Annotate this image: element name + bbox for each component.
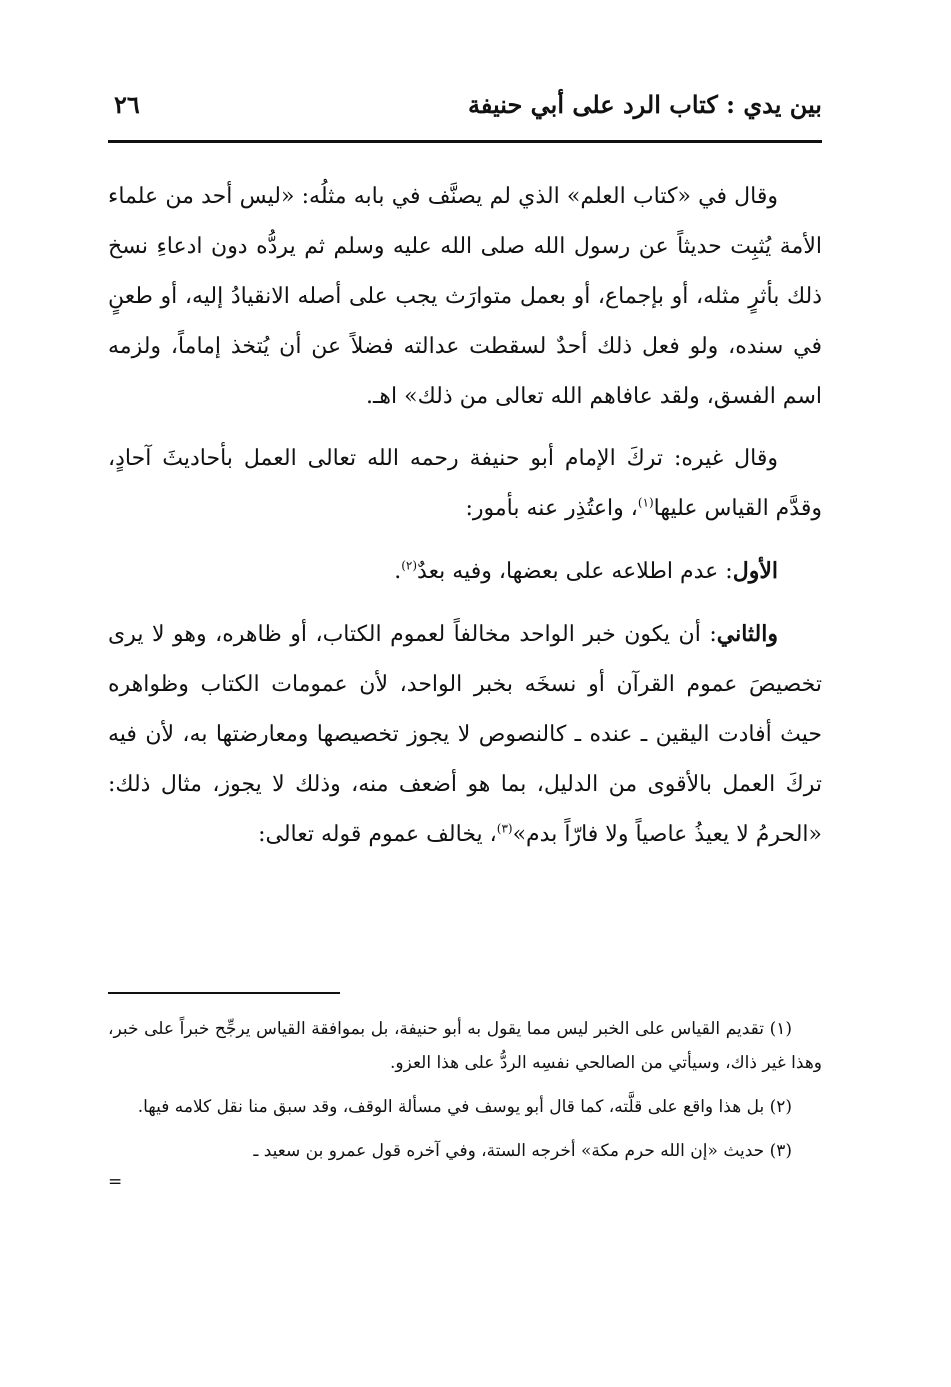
paragraph-4: [108, 609, 822, 860]
footnote-ref-1: (١): [637, 495, 654, 510]
paragraph-2: [108, 434, 822, 534]
main-text: [108, 172, 822, 872]
header-rule: [108, 140, 822, 143]
footnote-ref-3: (٣): [496, 821, 513, 836]
footnote-ref-2: (٢): [401, 558, 418, 573]
paragraph-2-text: وقال غيره: تركَ الإمام أبو حنيفة رحمه الله تعالى العمل بأحاديثَ آحادٍ، وقدَّم القياس عليها: [108, 446, 822, 521]
footnotes: [108, 1012, 822, 1192]
paragraph-2-tail: ، واعتُذِر عنه بأمور:: [465, 496, 638, 521]
paragraph-3-text: : عدم اطلاعه على بعضها، وفيه بعدٌ: [417, 559, 733, 584]
point-first-label: الأول: [732, 558, 778, 584]
footnote-2: (٢) بل هذا واقع على قلَّته، كما قال أبو يوسف في مسألة الوقف، وقد سبق منا نقل كلامه فيها.: [137, 1097, 792, 1117]
paragraph-4-text: : أن يكون خبر الواحد مخالفاً لعموم الكتاب، أو ظاهره، وهو لا يرى تخصيصَ عموم القرآن أو نسخَه بخبر الواحد، لأن عمومات الكتاب وظواهره حيث أفادت اليقين ـ عنده ـ كالنصوص لا يجوز تخصيصها ومعارضتها به، لأن فيه تركَ العمل بالأقوى من الدليل، بما هو أضعف منه، وذلك لا يجوز، مثال ذلك: «الحرمُ لا يعيذُ عاصياً ولا فارّاً بدم»: [108, 622, 822, 847]
footnote-3: (٣) حديث «إن الله حرم مكة» أخرجه الستة، وفي آخره قول عمرو بن سعيد ـ: [253, 1141, 792, 1161]
footnote-1: (١) تقديم القياس على الخبر ليس مما يقول به أبو حنيفة، بل بموافقة القياس يرجِّح خبراً على خبر، وهذا غير ذاك، وسيأتي من الصالحي نفسِه الردُّ على هذا العزو.: [108, 1019, 822, 1073]
running-title: بين يدي : كتاب الرد على أبي حنيفة: [467, 90, 822, 119]
footnote-continuation-mark: =: [108, 1172, 123, 1192]
paragraph-3: [108, 546, 822, 597]
paragraph-1: وقال في «كتاب العلم» الذي لم يصنَّف في بابه مثلُه: «ليس أحد من علماء الأمة يُثبِت حديثاً عن رسول الله صلى الله عليه وسلم ثم يردُّه دون ادعاءِ نسخ ذلك بأثرٍ مثله، أو بإجماع، أو بعمل متوارَث يجب على أصله الانقيادُ إليه، أو طعنٍ في سنده، ولو فعل ذلك أحدٌ لسقطت عدالته فضلاً عن أن يُتخذ إماماً، ولزمه اسم الفسق، ولقد عافاهم الله تعالى من ذلك» اهـ.: [108, 184, 822, 409]
page-number: ٢٦: [114, 90, 140, 119]
point-second-label: والثاني: [716, 621, 778, 647]
book-page: [108, 84, 822, 1334]
paragraph-3-tail: .: [394, 559, 402, 584]
footnote-separator: [108, 992, 340, 994]
running-head: [108, 84, 822, 136]
paragraph-4-tail: ، يخالف عموم قوله تعالى:: [258, 822, 497, 847]
